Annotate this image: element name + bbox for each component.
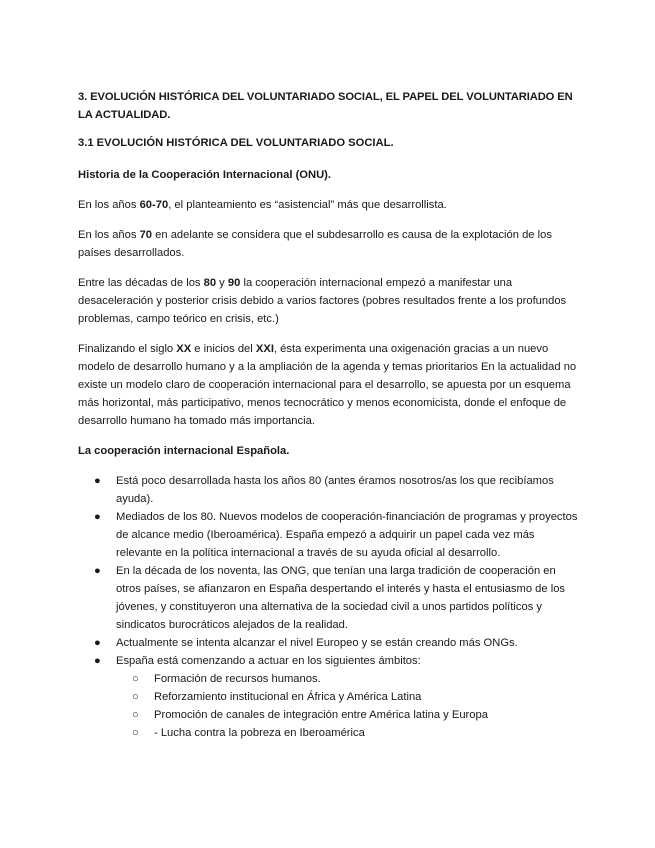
document-page	[78, 88, 578, 742]
sub-list	[116, 670, 578, 742]
text-run: y	[216, 277, 228, 289]
list-item	[78, 508, 578, 562]
text-run: Entre las décadas de los	[78, 277, 204, 289]
bullet-icon: ●	[94, 637, 101, 649]
sub-list-item-text: Reforzamiento institucional en África y América Latina	[154, 691, 422, 703]
circle-bullet-icon: ○	[132, 727, 139, 739]
list-item	[78, 652, 578, 742]
list-item-text: En la década de los noventa, las ONG, que tenían una larga tradición de cooperación en otros países, se afianzaron en España despertando el interés y hasta el entusiasmo de los jóvenes, y constituyeron una alternativa de la sociedad civil a unos partidos políticos y sindicatos burocráticos alejados de la realidad.	[116, 565, 566, 631]
bullet-list	[78, 472, 578, 742]
bold-run: 70	[139, 229, 153, 241]
section-title-onu: Historia de la Cooperación Internacional (ONU).	[78, 169, 332, 181]
paragraph-60-70	[78, 196, 578, 214]
bullet-icon: ●	[94, 655, 101, 667]
paragraph-70	[78, 226, 578, 262]
text-run: Finalizando el siglo	[78, 343, 177, 355]
list-item-text: Mediados de los 80. Nuevos modelos de cooperación-financiación de programas y proyectos de alcance medio (Iberoamérica). España empezó a adquirir un papel cada vez más relevante en la política internacional a través de su ayuda oficial al desarrollo.	[116, 511, 578, 559]
sub-list-item-text: Promoción de canales de integración entre América latina y Europa	[154, 709, 488, 721]
list-item	[78, 562, 578, 634]
bold-run: 60-70	[139, 199, 169, 211]
sub-list-item-text: - Lucha contra la pobreza en Iberoamérica	[154, 727, 365, 739]
bold-run: 80	[203, 277, 217, 289]
text-run: En los años	[78, 229, 140, 241]
circle-bullet-icon: ○	[132, 673, 139, 685]
sub-list-item	[116, 670, 578, 688]
bullet-icon: ●	[94, 565, 101, 577]
text-run: e inicios del	[191, 343, 256, 355]
text-run: En los años	[78, 199, 140, 211]
text-run: la cooperación internacional empezó a manifestar una desaceleración y posterior crisis debido a varios factores (pobres resultados frente a los profundos problemas, campo teórico en crisis, etc.)	[78, 277, 567, 325]
sub-heading: 3.1 EVOLUCIÓN HISTÓRICA DEL VOLUNTARIADO SOCIAL.	[78, 137, 394, 149]
bullet-icon: ●	[94, 475, 101, 487]
bold-run: XXI	[255, 343, 274, 355]
sub-list-item-text: Formación de recursos humanos.	[154, 673, 321, 685]
paragraph-xx-xxi	[78, 340, 578, 430]
circle-bullet-icon: ○	[132, 691, 139, 703]
text-run: , el planteamiento es “asistencial” más que desarrollista.	[168, 199, 447, 211]
list-item	[78, 472, 578, 508]
bold-run: 90	[227, 277, 241, 289]
list-item-text: Está poco desarrollada hasta los años 80 (antes éramos nosotros/as los que recibíamos ayuda).	[116, 475, 554, 505]
main-heading: 3. EVOLUCIÓN HISTÓRICA DEL VOLUNTARIADO SOCIAL, EL PAPEL DEL VOLUNTARIADO EN LA ACTUALIDAD.	[78, 91, 573, 121]
text-run: , ésta experimenta una oxigenación gracias a un nuevo modelo de desarrollo humano y a la ampliación de la agenda y temas prioritarios En la actualidad no existe un modelo claro de cooperación internacional para el desarrollo, se apuesta por un esquema más horizontal, más participativo, menos tecnocrático y menos economicista, donde el enfoque de desarrollo humano ha tomado más importancia.	[78, 343, 577, 427]
sub-list-item	[116, 706, 578, 724]
sub-list-item	[116, 688, 578, 706]
list-item	[78, 634, 578, 652]
bold-run: XX	[176, 343, 192, 355]
list-item-text: España está comenzando a actuar en los siguientes ámbitos:	[116, 655, 421, 667]
list-item-text: Actualmente se intenta alcanzar el nivel Europeo y se están creando más ONGs.	[116, 637, 518, 649]
paragraph-80-90	[78, 274, 578, 328]
bullet-icon: ●	[94, 511, 101, 523]
text-run: en adelante se considera que el subdesarrollo es causa de la explotación de los países desarrollados.	[78, 229, 552, 259]
circle-bullet-icon: ○	[132, 709, 139, 721]
sub-list-item	[116, 724, 578, 742]
section-title-espanola: La cooperación internacional Española.	[78, 445, 290, 457]
